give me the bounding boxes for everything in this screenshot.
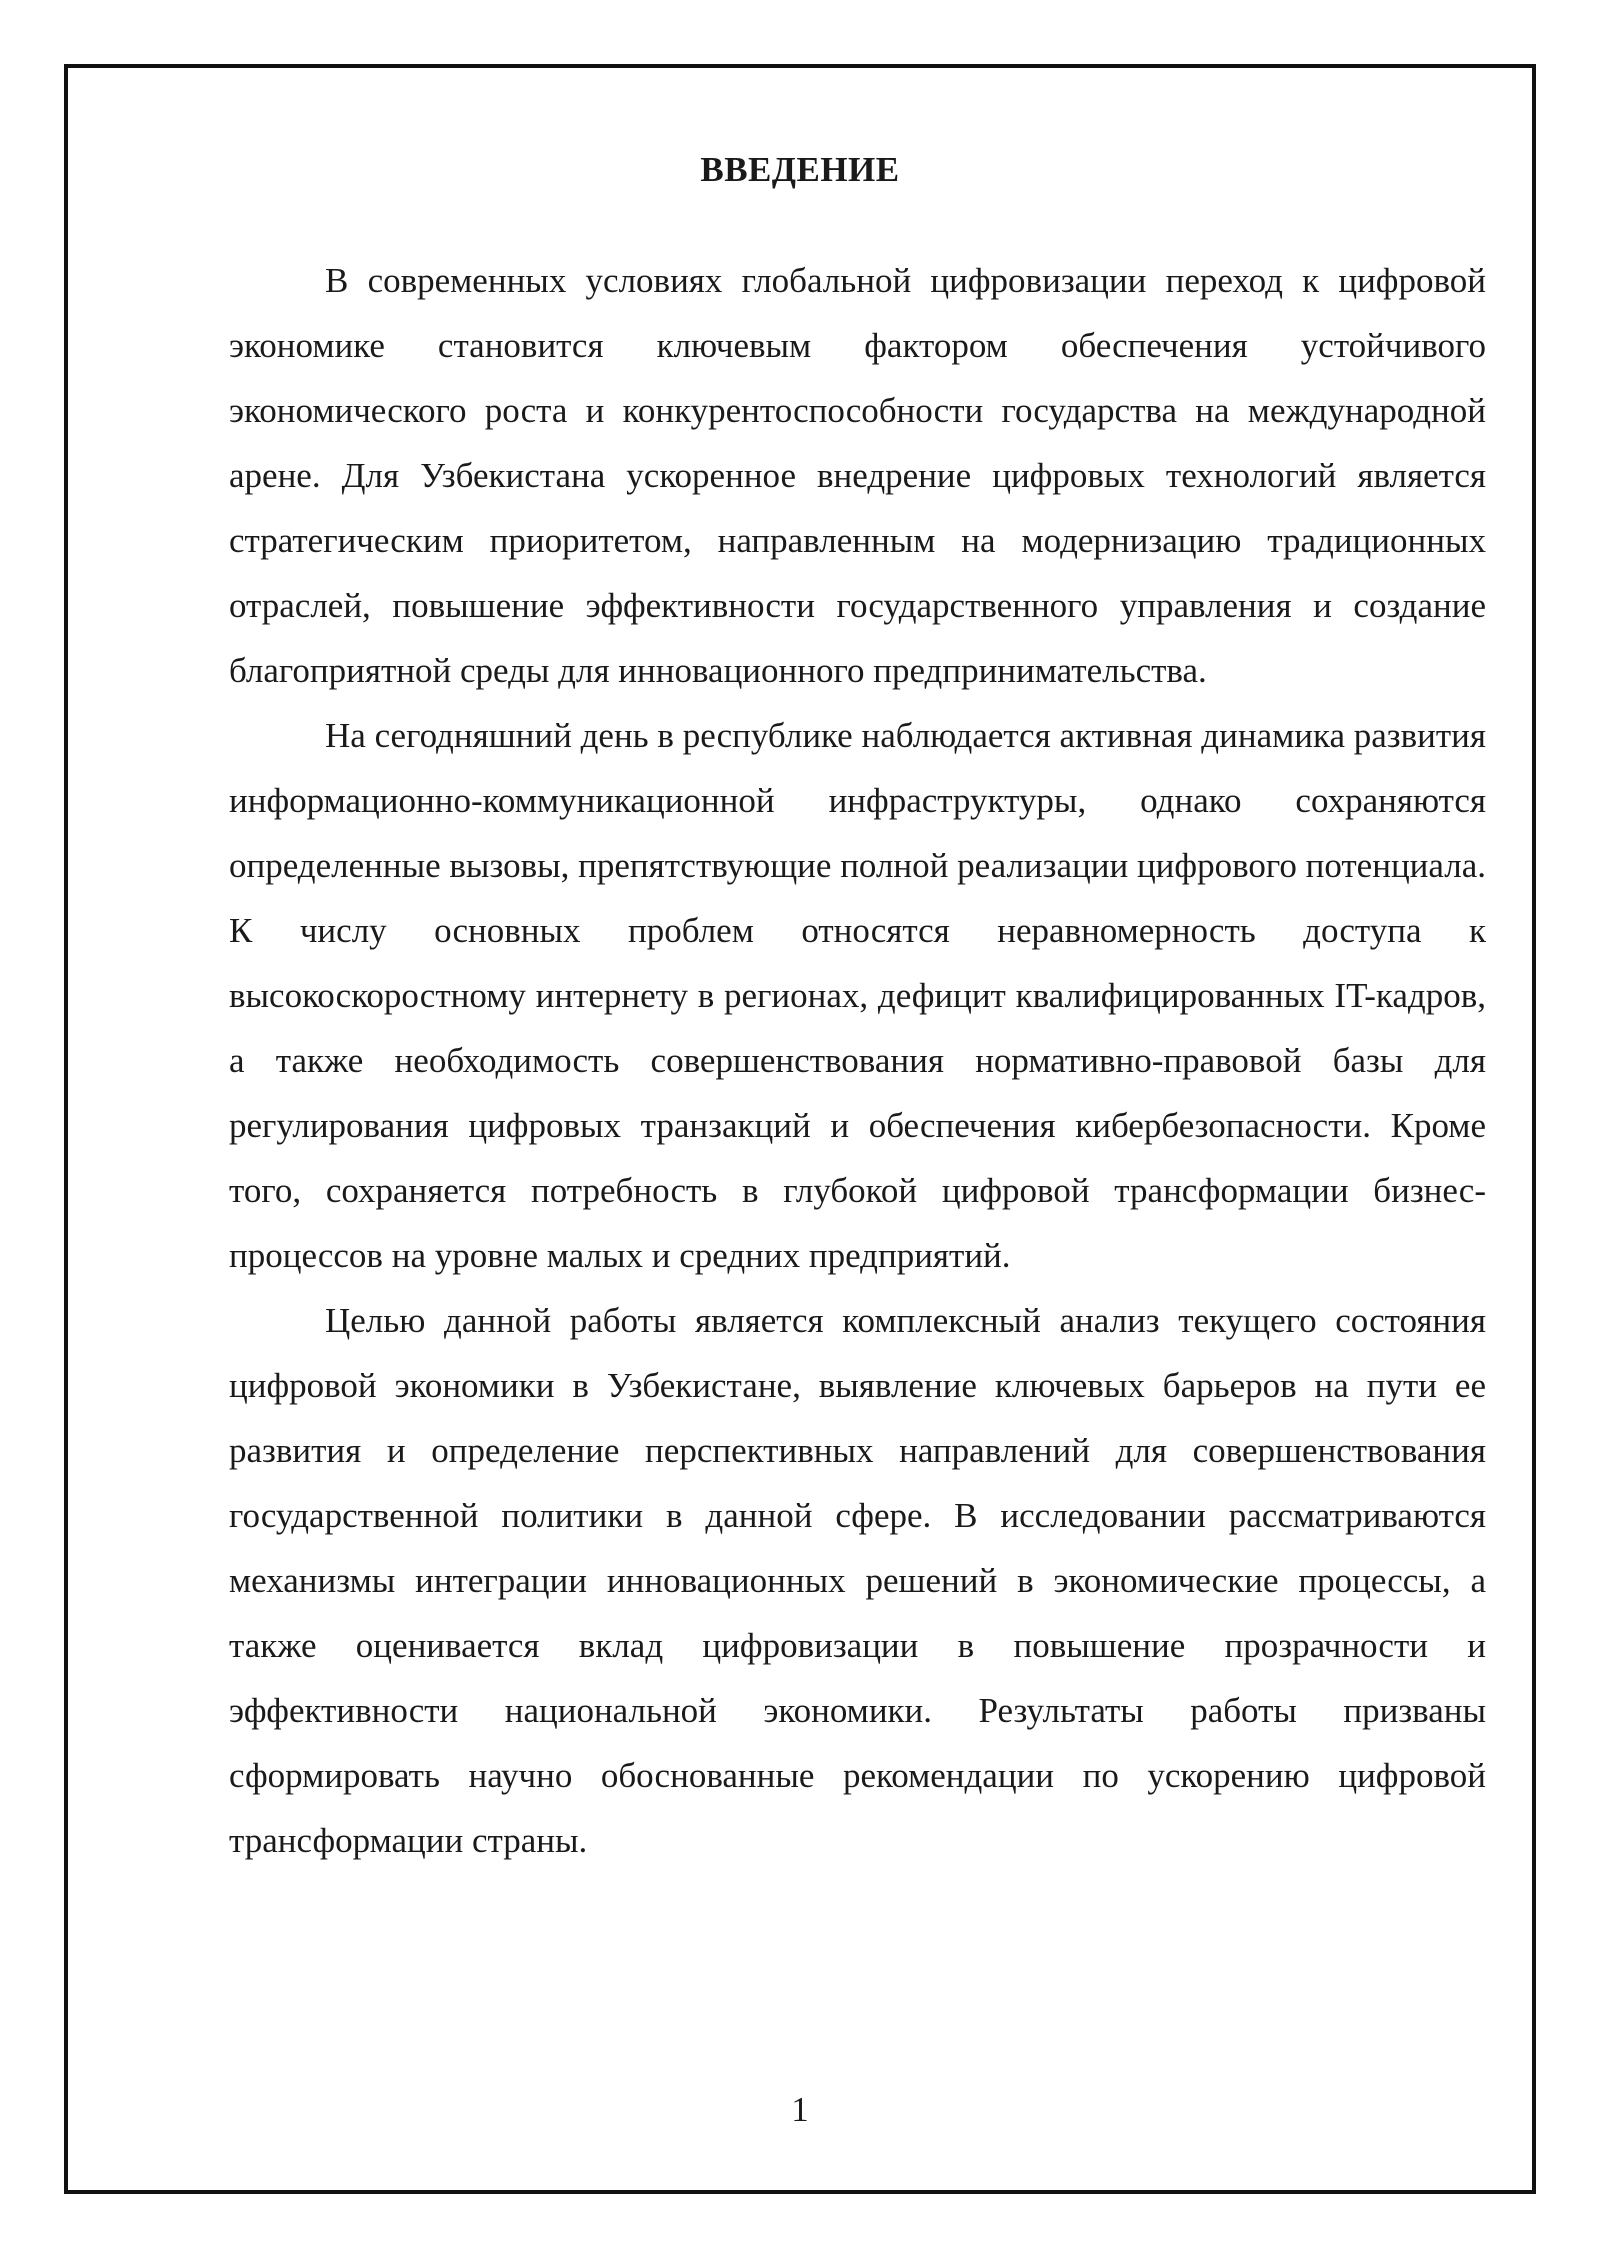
paragraph-3: Целью данной работы является комплексный анализ текущего состояния цифровой экономики в Узбекистане, выявление ключевых барьеров на пути ее развития и определение перспективных направлений для совершенствования государственной политики в данной сфере. В исследовании рассматриваются механизмы интеграции инновационных решений в экономические процессы, а также оценивается вклад цифровизации в повышение прозрачности и эффективности национальной экономики. Результаты работы призваны сформировать научно обоснованные рекомендации по ускорению цифровой трансформации страны. <box>229 1301 1486 1860</box>
page-number: 1 <box>791 2090 809 2129</box>
paragraph-2: На сегодняшний день в республике наблюдается активная динамика развития информационно-коммуникационной инфраструктуры, однако сохраняются определенные вызовы, препятствующие полной реализации цифрового потенциала. К числу основных проблем относятся неравномерность доступа к высокоскоростному интернету в регионах, дефицит квалифицированных IT-кадров, а также необходимость совершенствования нормативно-правовой базы для регулирования цифровых транзакций и обеспечения кибербезопасности. Кроме того, сохраняется потребность в глубокой цифровой трансформации бизнес-процессов на уровне малых и средних предприятий. <box>229 716 1486 1275</box>
paragraph-1: В современных условиях глобальной цифровизации переход к цифровой экономике становится ключевым фактором обеспечения устойчивого экономического роста и конкурентоспособности государства на международной арене. Для Узбекистана ускоренное внедрение цифровых технологий является стратегическим приоритетом, направленным на модернизацию традиционных отраслей, повышение эффективности государственного управления и создание благоприятной среды для инновационного предпринимательства. <box>229 261 1486 690</box>
document-body <box>229 248 1486 1873</box>
page-title: ВВЕДЕНИЕ <box>700 150 900 189</box>
